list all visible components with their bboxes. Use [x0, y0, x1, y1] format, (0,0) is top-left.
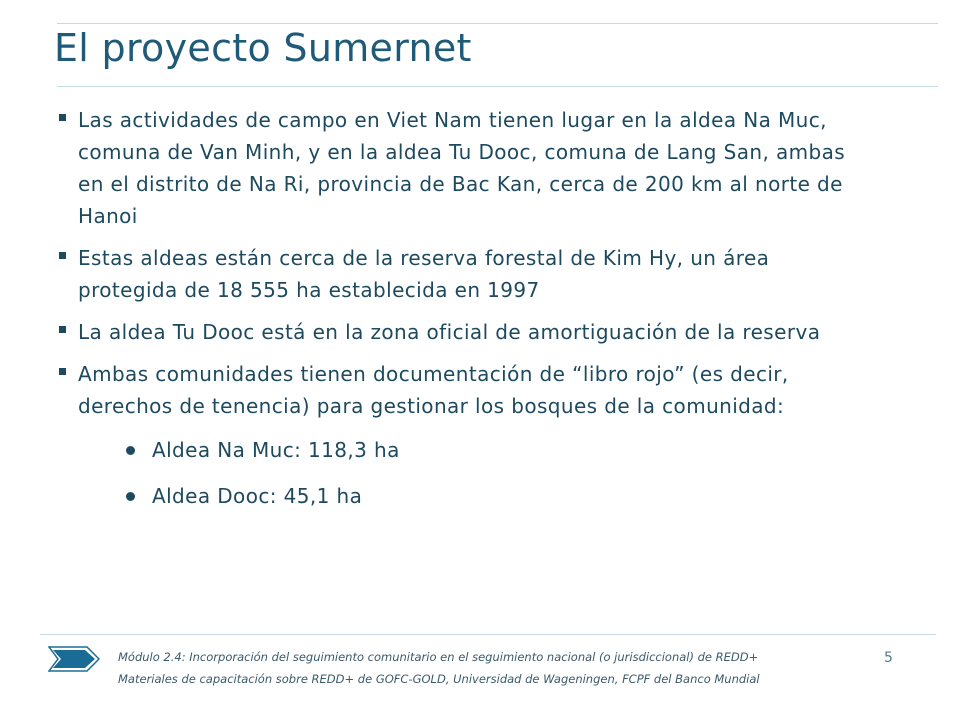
footer-credits: [118, 646, 858, 690]
page-number: 5: [884, 650, 893, 666]
bullet-text: Ambas comunidades tienen documentación de “libro rojo” (es decir, derechos de tenencia) para gestionar los bosques de la comunidad:: [78, 362, 789, 418]
footer-materials-line: Materiales de capacitación sobre REDD+ de GOFC-GOLD, Universidad de Wageningen, FCPF del Banco Mundial: [118, 672, 760, 686]
bullet-text: Las actividades de campo en Viet Nam tienen lugar en la aldea Na Muc, comuna de Van Minh, y en la aldea Tu Dooc, comuna de Lang San, ambas en el distrito de Na Ri, provincia de Bac Kan, cerca de 200 km al norte de Hanoi: [78, 108, 846, 228]
slide-title: El proyecto Sumernet: [54, 26, 472, 70]
bullet-item: [58, 242, 858, 306]
bullet-text: Estas aldeas están cerca de la reserva forestal de Kim Hy, un área protegida de 18 555 ha establecida en 1997: [78, 246, 770, 302]
round-bullet-icon: [126, 446, 135, 455]
sub-bullet-item: [58, 434, 858, 466]
square-bullet-icon: [59, 114, 66, 121]
square-bullet-icon: [59, 326, 66, 333]
chevron-arrow-icon: [48, 646, 100, 672]
sub-bullet-item: [58, 480, 858, 512]
footer-rule: [40, 634, 936, 635]
sub-bullet-list: [58, 434, 858, 512]
title-top-rule: [57, 23, 938, 24]
sub-bullet-text: Aldea Dooc: 45,1 ha: [152, 484, 363, 508]
square-bullet-icon: [59, 252, 66, 259]
bullet-text: La aldea Tu Dooc está en la zona oficial de amortiguación de la reserva: [78, 320, 821, 344]
bullet-item: [58, 358, 858, 422]
bullet-item: [58, 316, 858, 348]
slide-body: [58, 104, 858, 526]
bullet-item: [58, 104, 858, 232]
round-bullet-icon: [126, 492, 135, 501]
title-bottom-rule: [57, 86, 938, 87]
footer-module-line: Módulo 2.4: Incorporación del seguimiento comunitario en el seguimiento nacional (o jurisdiccional) de REDD+: [118, 650, 759, 664]
sub-bullet-text: Aldea Na Muc: 118,3 ha: [152, 438, 400, 462]
square-bullet-icon: [59, 368, 66, 375]
